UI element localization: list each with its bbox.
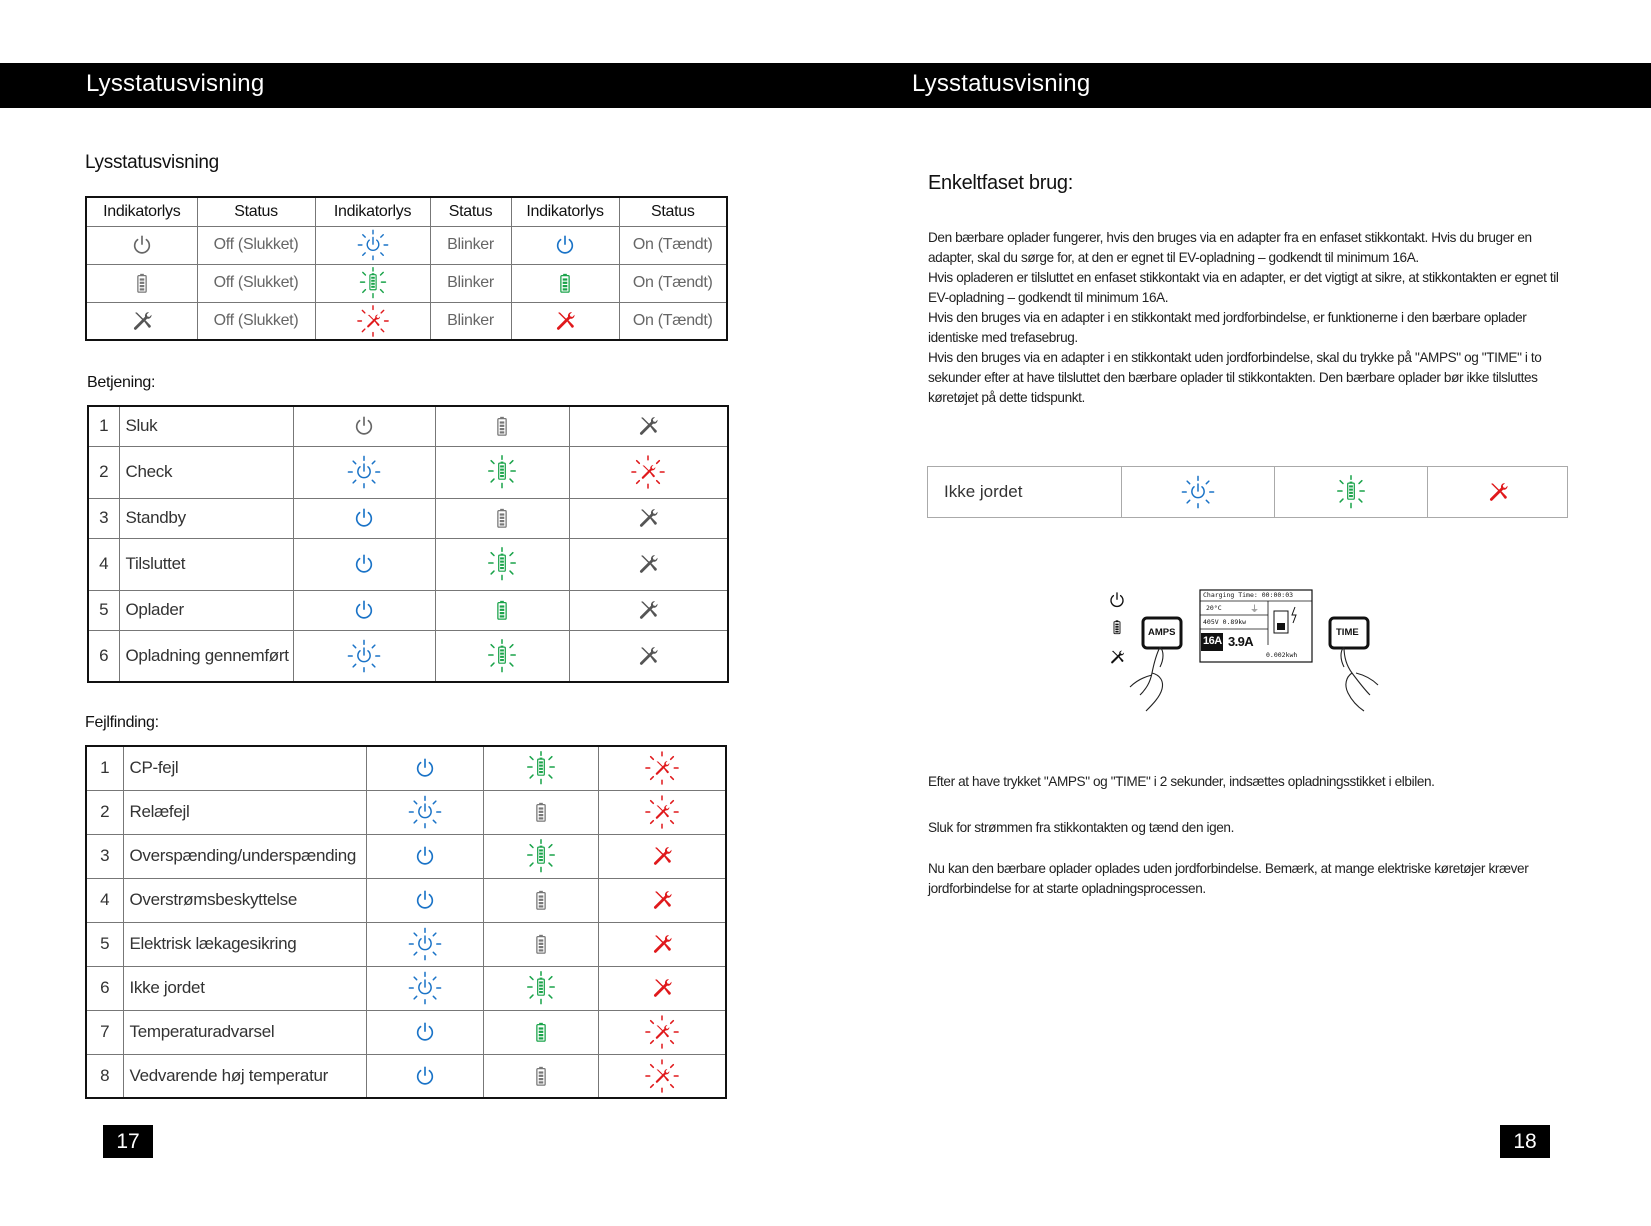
- power-icon: [353, 415, 375, 437]
- table-row: [88, 446, 728, 498]
- battery-icon: [491, 415, 513, 437]
- row-label: Tilsluttet: [119, 538, 293, 590]
- power-icon: [353, 507, 375, 529]
- row-number: 7: [86, 1010, 123, 1054]
- legend-cell: [315, 302, 430, 340]
- legend-header: Indikatorlys: [86, 197, 197, 226]
- row-number: 6: [88, 630, 119, 682]
- tools-blink-icon: [645, 1015, 679, 1049]
- power-icon: [131, 234, 153, 256]
- time-button: TIME: [1336, 627, 1359, 638]
- power-blink-icon: [347, 455, 381, 489]
- paragraph: Den bærbare oplader fungerer, hvis den bruges via en adapter fra en enfaset stikkontakt. Hvis du bruger en adapter, skal du sørge for, at den er egnet til EV-opladning – godkendt til minimum 16A.: [928, 230, 1532, 265]
- voltage-power-readout: 405V 0.89kw: [1203, 618, 1247, 626]
- battery-blink-icon: [524, 971, 558, 1005]
- legend-row-battery: [86, 264, 727, 302]
- legend-status: Blinker: [430, 302, 511, 340]
- legend-header: Status: [619, 197, 727, 226]
- battery-blink-icon: [1334, 475, 1368, 509]
- table-row: [928, 467, 1568, 518]
- power-icon: [414, 845, 436, 867]
- tools-blink-icon: [645, 751, 679, 785]
- legend-cell: [315, 226, 430, 264]
- row-label: Overspænding/underspænding: [123, 834, 366, 878]
- power-icon: [353, 599, 375, 621]
- off-on-text: Sluk for strømmen fra stikkontakten og tænd den igen.: [928, 820, 1234, 835]
- single-phase-title: Enkeltfaset brug:: [928, 172, 1073, 194]
- legend-header: Status: [430, 197, 511, 226]
- legend-cell: [511, 264, 619, 302]
- battery-icon: [491, 599, 513, 621]
- operation-table: [87, 405, 729, 683]
- final-text: Nu kan den bærbare oplader oplades uden jordforbindelse. Bemærk, at mange elektriske køretøjer kræver jordforbindelse for at starte opladningsprocessen.: [928, 861, 1529, 896]
- legend-status: Blinker: [430, 264, 511, 302]
- legend-header: Indikatorlys: [511, 197, 619, 226]
- battery-icon: [530, 801, 552, 823]
- table-row: [86, 1054, 726, 1098]
- row-label: Sluk: [119, 406, 293, 446]
- table-row: [88, 538, 728, 590]
- row-number: 2: [88, 446, 119, 498]
- right-header-bar: [826, 63, 1651, 108]
- tools-icon: [637, 599, 659, 621]
- row-label: Check: [119, 446, 293, 498]
- energy-readout: 0.002kwh: [1266, 651, 1298, 659]
- current-setting-readout: 16A: [1203, 635, 1222, 647]
- row-number: 1: [86, 746, 123, 790]
- power-icon: [414, 1021, 436, 1043]
- paragraph: Hvis den bruges via en adapter i en stikkontakt med jordforbindelse, er funktionerne i den bærbare oplader identiske med trefasebrug.: [928, 310, 1527, 345]
- tools-icon: [651, 889, 673, 911]
- tools-icon: [131, 310, 153, 332]
- row-number: 1: [88, 406, 119, 446]
- row-number: 6: [86, 966, 123, 1010]
- battery-blink-icon: [524, 839, 558, 873]
- table-row: [86, 1010, 726, 1054]
- table-row: [88, 590, 728, 630]
- table-row: [88, 630, 728, 682]
- tools-icon: [651, 845, 673, 867]
- charging-time-readout: Charging Time: 00:00:03: [1203, 591, 1294, 599]
- table-row: [86, 790, 726, 834]
- tools-blink-icon: [645, 1059, 679, 1093]
- legend-status: Off (Slukket): [197, 226, 315, 264]
- power-blink-icon: [357, 229, 389, 261]
- left-header-bar: [0, 63, 826, 108]
- table-row: [86, 746, 726, 790]
- power-icon: [554, 234, 576, 256]
- fault-table: [85, 745, 727, 1099]
- row-number: 3: [88, 498, 119, 538]
- left-header-title: Lysstatusvisning: [86, 70, 265, 97]
- row-number: 4: [86, 878, 123, 922]
- legend-table: [85, 196, 728, 341]
- row-label: Opladning gennemført: [119, 630, 293, 682]
- tools-icon: [637, 553, 659, 575]
- paragraph: Hvis den bruges via en adapter i en stikkontakt uden jordforbindelse, skal du trykke på "AMPS" og "TIME" i to sekunder efter at have tilsluttet den bærbare oplader til stikkontakten. Den bærbare oplader bør ikke tilsluttes køretøjet på dette tidspunkt.: [928, 350, 1542, 405]
- amps-button: AMPS: [1148, 627, 1176, 638]
- fault-title: Fejlfinding:: [85, 714, 159, 731]
- tools-icon: [637, 645, 659, 667]
- legend-cell: [86, 226, 197, 264]
- legend-cell: [86, 302, 197, 340]
- power-icon: [414, 757, 436, 779]
- page-number-right: 18: [1500, 1125, 1550, 1158]
- row-label: Temperaturadvarsel: [123, 1010, 366, 1054]
- operation-title: Betjening:: [87, 374, 156, 391]
- row-number: 4: [88, 538, 119, 590]
- ikke-jordet-table: [927, 466, 1568, 518]
- legend-status: Off (Slukket): [197, 302, 315, 340]
- battery-blink-icon: [485, 455, 519, 489]
- legend-header-row: [86, 197, 727, 226]
- after-text: Efter at have trykket "AMPS" og "TIME" i 2 sekunder, indsættes opladningsstikket i elbilen.: [928, 774, 1435, 789]
- legend-status: On (Tændt): [619, 302, 727, 340]
- tools-icon: [637, 415, 659, 437]
- power-blink-icon: [408, 971, 442, 1005]
- row-number: 5: [86, 922, 123, 966]
- power-icon: [414, 889, 436, 911]
- tools-blink-icon: [645, 795, 679, 829]
- legend-cell: [315, 264, 430, 302]
- legend-row-power: [86, 226, 727, 264]
- tools-blink-icon: [631, 455, 665, 489]
- battery-icon: [530, 1065, 552, 1087]
- row-number: 3: [86, 834, 123, 878]
- power-icon: [414, 1065, 436, 1087]
- battery-icon: [530, 933, 552, 955]
- page-number-left: 17: [103, 1125, 153, 1158]
- table-row: [88, 498, 728, 538]
- charger-device-illustration: [1100, 585, 1400, 715]
- battery-blink-icon: [357, 267, 389, 299]
- right-header-title: Lysstatusvisning: [912, 70, 1091, 97]
- legend-status: On (Tændt): [619, 226, 727, 264]
- power-blink-icon: [408, 795, 442, 829]
- row-label: Ikke jordet: [123, 966, 366, 1010]
- row-label: Overstrømsbeskyttelse: [123, 878, 366, 922]
- battery-icon: [554, 272, 576, 294]
- tools-icon: [651, 977, 673, 999]
- legend-cell: [86, 264, 197, 302]
- table-row: [86, 878, 726, 922]
- row-label: Oplader: [119, 590, 293, 630]
- table-row: [86, 922, 726, 966]
- paragraph: Hvis opladeren er tilsluttet en enfaset stikkontakt via en adapter, er det vigtigt at sikre, at stikkontakten er egnet til EV-opladning – godkendt til minimum 16A.: [928, 270, 1559, 305]
- row-number: 8: [86, 1054, 123, 1098]
- table-row: [88, 406, 728, 446]
- legend-status: On (Tændt): [619, 264, 727, 302]
- battery-blink-icon: [524, 751, 558, 785]
- battery-blink-icon: [485, 639, 519, 673]
- power-blink-icon: [1181, 475, 1215, 509]
- table-row: [86, 966, 726, 1010]
- battery-blink-icon: [485, 547, 519, 581]
- row-label: Standby: [119, 498, 293, 538]
- intro-paragraphs: [928, 228, 1568, 408]
- battery-icon: [530, 1021, 552, 1043]
- row-label: Ikke jordet: [928, 467, 1122, 518]
- power-icon: [353, 553, 375, 575]
- legend-cell: [511, 302, 619, 340]
- legend-status: Blinker: [430, 226, 511, 264]
- battery-icon: [131, 272, 153, 294]
- battery-icon: [530, 889, 552, 911]
- table-row: [86, 834, 726, 878]
- tools-icon: [651, 933, 673, 955]
- row-number: 5: [88, 590, 119, 630]
- tools-icon: [554, 310, 576, 332]
- row-label: Vedvarende høj temperatur: [123, 1054, 366, 1098]
- row-label: Elektrisk lækagesikring: [123, 922, 366, 966]
- legend-section-title: Lysstatusvisning: [85, 152, 219, 173]
- temperature-readout: 20°C: [1206, 604, 1222, 612]
- tools-icon: [637, 507, 659, 529]
- battery-icon: [491, 507, 513, 529]
- legend-row-tools: [86, 302, 727, 340]
- ground-icon: ⏚: [1250, 604, 1260, 614]
- legend-status: Off (Slukket): [197, 264, 315, 302]
- row-label: CP-fejl: [123, 746, 366, 790]
- row-number: 2: [86, 790, 123, 834]
- legend-header: Status: [197, 197, 315, 226]
- tools-icon: [1487, 481, 1509, 503]
- legend-cell: [511, 226, 619, 264]
- legend-header: Indikatorlys: [315, 197, 430, 226]
- row-label: Relæfejl: [123, 790, 366, 834]
- current-actual-readout: 3.9A: [1228, 634, 1254, 649]
- tools-blink-icon: [357, 305, 389, 337]
- power-blink-icon: [408, 927, 442, 961]
- power-blink-icon: [347, 639, 381, 673]
